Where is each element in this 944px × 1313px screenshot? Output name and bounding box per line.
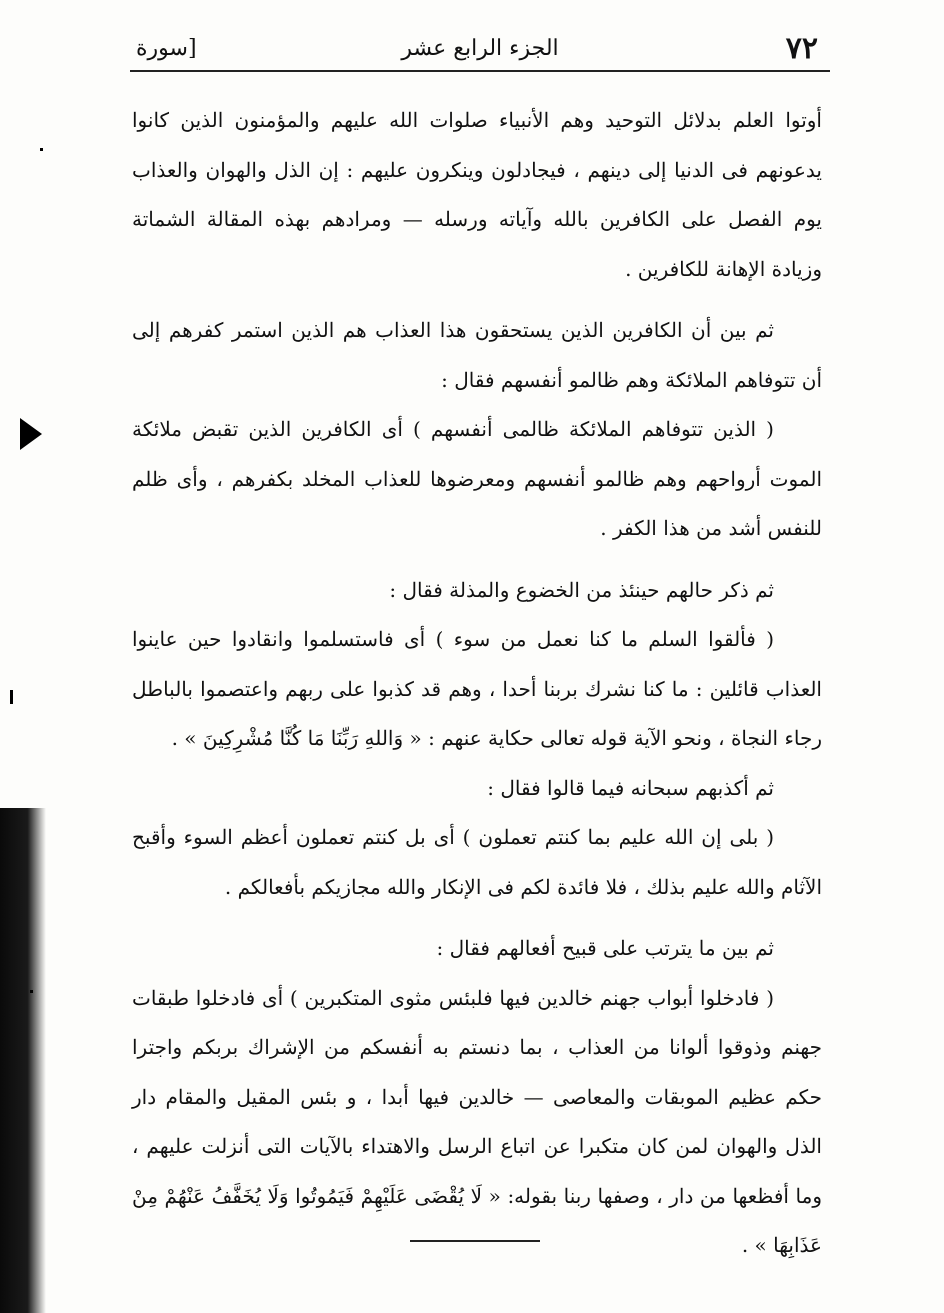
paragraph: ( الذين تتوفاهم الملائكة ظالمى أنفسهم ) أى الكافرين الذين تقبض ملائكة الموت أرواحهم وهم ظالمو أنفسهم ومعرضوها للعذاب المخلد بكفرهم ، وأى ظلم للنفس أشد من هذا الكفر . — [132, 417, 822, 540]
scan-arrow-mark — [20, 418, 42, 450]
paragraph: ثم بين ما يترتب على قبيح أفعالهم فقال : — [436, 936, 774, 960]
scan-speck — [30, 990, 33, 993]
scan-speck — [10, 690, 13, 704]
paragraph: ثم أكذبهم سبحانه فيما قالوا فقال : — [487, 775, 774, 800]
scan-edge-shadow — [0, 808, 46, 1313]
paragraph: ثم ذكر حالهم حينئذ من الخضوع والمذلة فقال : — [389, 577, 774, 602]
body-text — [132, 96, 822, 1271]
paragraph: ( بلى إن الله عليم بما كنتم تعملون ) أى بل كنتم تعملون أعظم السوء وأقبح الآثام والله عليم بذلك ، فلا فائدة لكم فى الإنكار والله مجازيكم بأفعالكم . — [132, 825, 822, 899]
header-rule — [130, 70, 830, 72]
scan-speck — [40, 148, 43, 151]
paragraph: ( فادخلوا أبواب جهنم خالدين فيها فلبئس مثوى المتكبرين ) أى فادخلوا طبقات جهنم وذوقوا ألوانا من العذاب ، بما دنستم به أنفسكم من الإشراك بربكم واجترا حكم عظيم الموبقات والمعاصى — خالدين فيها أبدا ، و بئس المقيل والمقام دار الذل والهوان لمن كان متكبرا عن اتباع الرسل والاهتداء بالآيات التى أنزلت عليهم ، وما أفظعها من دار ، وصفها ربنا بقوله: « لَا يُقْضَى عَلَيْهِمْ فَيَمُوتُوا وَلَا يُخَفَّفُ عَنْهُمْ مِنْ عَذَابِهَا » . — [132, 985, 822, 1257]
paragraph-continuation: أوتوا العلم بدلائل التوحيد وهم الأنبياء صلوات الله عليهم والمؤمنون الذين كانوا يدعونهم فى الدنيا إلى دينهم ، فيجادلون وينكرون عليهم : إن الذل والهوان والعذاب يوم الفصل على الكافرين بالله وآياته ورسله — ومرادهم بهذه المقالة الشماتة وزيادة الإهانة للكافرين . — [132, 108, 822, 281]
running-title: الجزء الرابع عشر — [401, 36, 559, 61]
page-number: ٧٢ — [785, 31, 818, 66]
sura-label: [سورة — [136, 36, 197, 61]
paragraph: ( فألقوا السلم ما كنا نعمل من سوء ) أى فاستسلموا وانقادوا حين عاينوا العذاب قائلين : ما كنا نشرك بربنا أحدا ، وهم قد كذبوا على ربهم واعتصموا بالباطل رجاء النجاة ، ونحو الآية قوله تعالى حكاية عنهم : « وَاللهِ رَبِّنَا مَا كُنَّا مُشْرِكِينَ » . — [132, 627, 822, 750]
page-header — [130, 28, 830, 72]
footer-rule — [410, 1240, 540, 1242]
paragraph: ثم بين أن الكافرين الذين يستحقون هذا العذاب هم الذين استمر كفرهم إلى أن تتوفاهم الملائكة وهم ظالمو أنفسهم فقال : — [132, 318, 822, 392]
